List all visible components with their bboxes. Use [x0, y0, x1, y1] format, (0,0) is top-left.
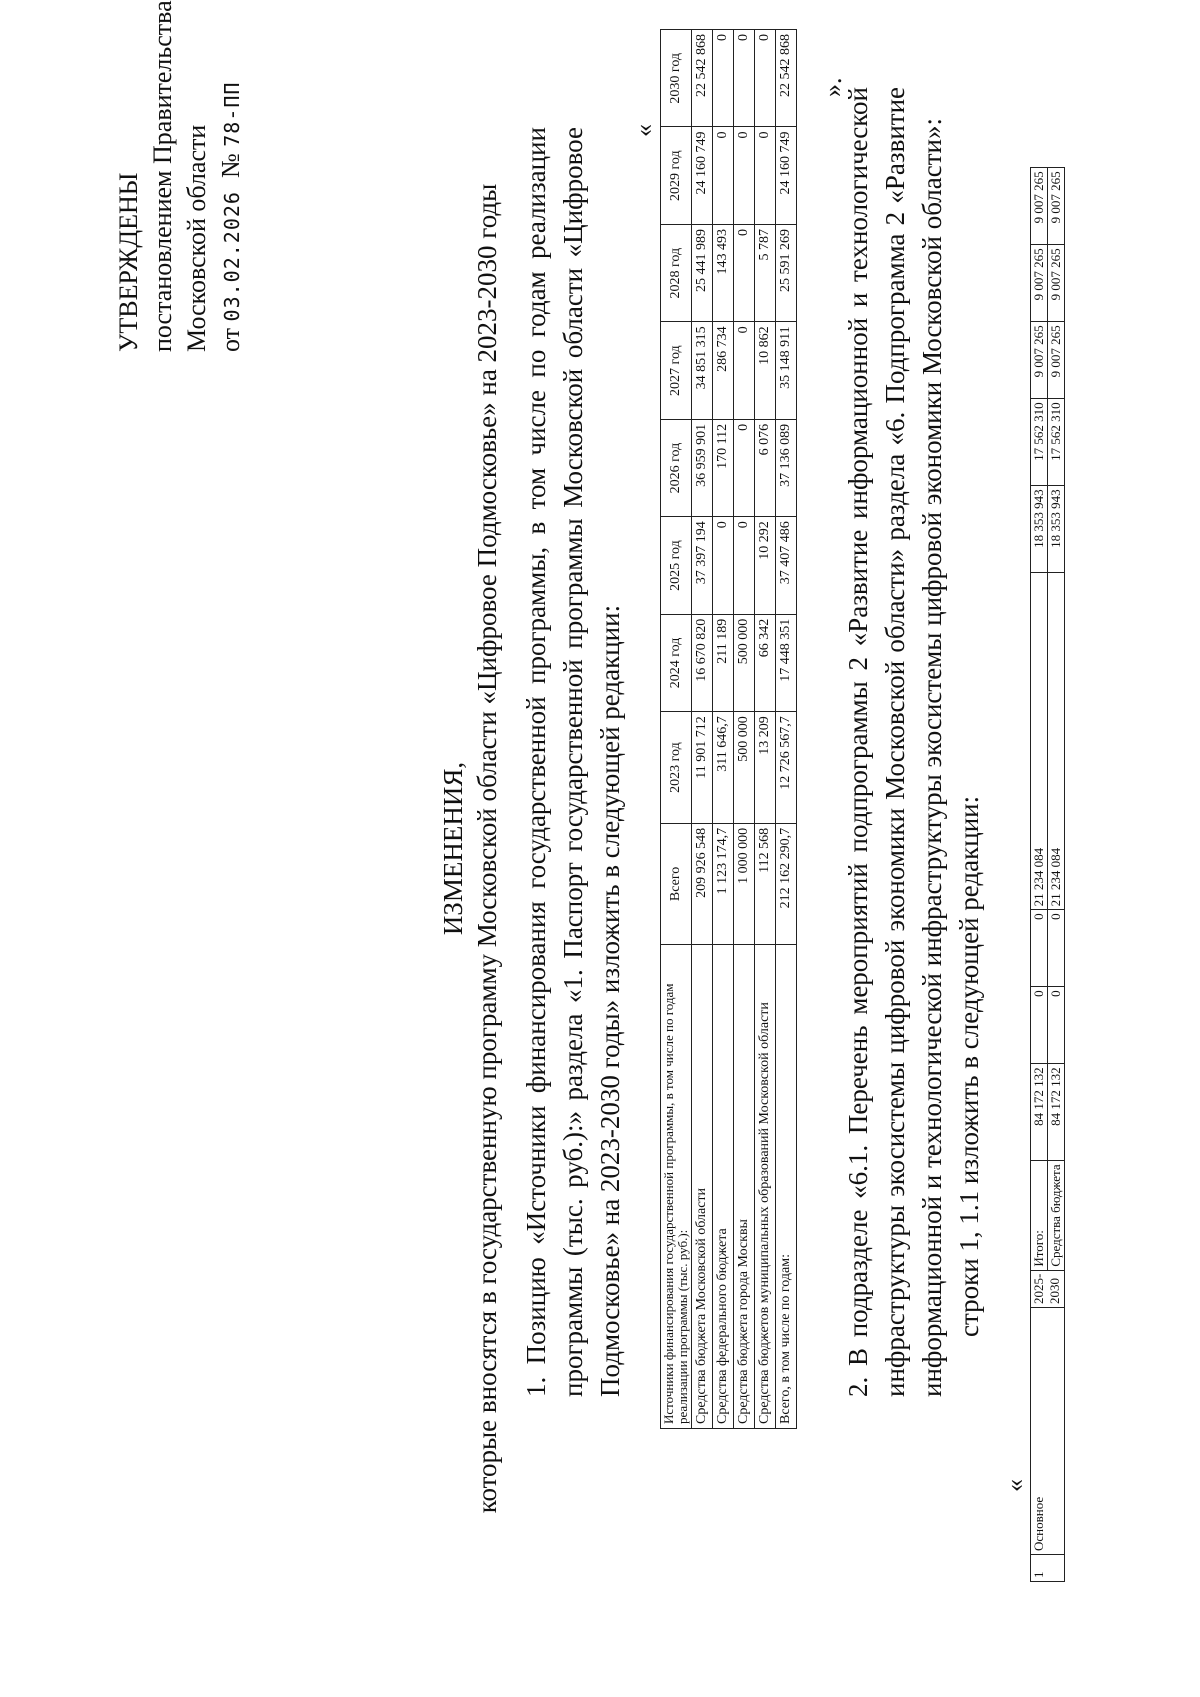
table-cell: 500 000 [734, 614, 755, 711]
quote-open-1: « [629, 124, 658, 137]
source-label: Средства бюджетов муниципальных образований Московской области [755, 945, 776, 1429]
table-cell: 37 136 089 [776, 419, 797, 516]
financing-table [660, 29, 797, 1429]
table-row [1031, 168, 1048, 1582]
table-cell: 10 862 [755, 322, 776, 419]
table-cell: 24 160 749 [692, 127, 713, 224]
table-row [755, 30, 776, 1429]
table-cell: 170 112 [713, 419, 734, 516]
table-cell: 9 007 265 [1048, 168, 1065, 245]
quote-close-1: ». [818, 77, 847, 97]
table-cell: 16 670 820 [692, 614, 713, 711]
source-label: Всего, в том числе по годам: [776, 945, 797, 1429]
table-cell: 24 160 749 [776, 127, 797, 224]
table-cell: 0 [734, 30, 755, 127]
table-cell: 12 726 567,7 [776, 712, 797, 824]
table-cell: 35 148 911 [776, 322, 797, 419]
column-header: 2023 год [661, 712, 692, 824]
table-cell: 0 [755, 30, 776, 127]
column-header: Всего [661, 823, 692, 944]
table-cell: 9 007 265 [1048, 322, 1065, 399]
table-cell: 17 562 310 [1048, 399, 1065, 486]
table-cell: 1 000 000 [734, 823, 755, 944]
paragraph-2 [840, 87, 988, 1397]
table-cell: 18 353 943 [1031, 486, 1048, 573]
table-cell: 25 441 989 [692, 224, 713, 321]
table-cell: 0 [734, 224, 755, 321]
table-cell: 0 [1031, 987, 1048, 1064]
table-cell: 18 353 943 [1048, 486, 1065, 573]
table-cell: 21 234 084 [1031, 573, 1048, 910]
table-cell: 11 901 712 [692, 712, 713, 824]
activity-period: 2025-2030 [1031, 1270, 1065, 1307]
table-cell: 17 448 351 [776, 614, 797, 711]
title-heading: ИЗМЕНЕНИЯ, [438, 761, 468, 936]
column-header: 2025 год [661, 517, 692, 614]
table-cell: 0 [734, 517, 755, 614]
table-cell: 5 787 [755, 224, 776, 321]
table-cell: 143 493 [713, 224, 734, 321]
table-cell: 500 000 [734, 712, 755, 824]
table-cell: 21 234 084 [1048, 573, 1065, 910]
table-cell: 84 172 132 [1048, 1064, 1065, 1161]
table-cell: 0 [1048, 987, 1065, 1064]
table-cell: 6 076 [755, 419, 776, 516]
quote-open-2: « [1000, 1479, 1029, 1492]
table-cell: 10 292 [755, 517, 776, 614]
column-header: 2024 год [661, 614, 692, 711]
approval-date-line [214, 0, 249, 352]
date-prefix: от [216, 327, 245, 352]
table-cell: 9 007 265 [1031, 245, 1048, 322]
table-cell: 34 851 315 [692, 322, 713, 419]
column-header: 2028 год [661, 224, 692, 321]
table-cell: 22 542 868 [776, 30, 797, 127]
table-cell: 0 [734, 127, 755, 224]
approval-number: 78-ПП [220, 81, 244, 147]
number-sign: № [216, 153, 245, 179]
column-header: 2030 год [661, 30, 692, 127]
approval-stamp [112, 0, 249, 352]
table-cell: 0 [734, 322, 755, 419]
source-label: Средства бюджета [1048, 1161, 1065, 1270]
column-header: 2029 год [661, 127, 692, 224]
header-label: Источники финансирования государственной программы, в том числе по годам реализации программы (тыс. руб.): [661, 945, 692, 1429]
table-cell: 211 189 [713, 614, 734, 711]
table-row [734, 30, 755, 1429]
table-cell: 37 397 194 [692, 517, 713, 614]
financing-table-header [661, 30, 692, 1429]
table-row [776, 30, 797, 1429]
table-row [692, 30, 713, 1429]
document-title [436, 0, 504, 1697]
table-cell: 22 542 868 [692, 30, 713, 127]
table-cell: 66 342 [755, 614, 776, 711]
table-cell: 0 [1031, 910, 1048, 987]
table-cell: 0 [755, 127, 776, 224]
table-cell: 311 646,7 [713, 712, 734, 824]
table-cell: 0 [1048, 910, 1065, 987]
source-label: Средства федерального бюджета [713, 945, 734, 1429]
approval-line-1: УТВЕРЖДЕНЫ [114, 172, 143, 352]
table-cell: 25 591 269 [776, 224, 797, 321]
row-number: 1 [1031, 1555, 1065, 1582]
table-cell: 9 007 265 [1048, 245, 1065, 322]
table-cell: 1 123 174,7 [713, 823, 734, 944]
table-cell: 209 926 548 [692, 823, 713, 944]
table-cell: 112 568 [755, 823, 776, 944]
activity-name: Основное [1031, 1308, 1065, 1555]
source-label: Средства бюджета Московской области [692, 945, 713, 1429]
table-cell: 286 734 [713, 322, 734, 419]
paragraph-2-continuation: строки 1, 1.1 изложить в следующей редакции: [954, 795, 984, 1337]
table-cell: 0 [734, 419, 755, 516]
column-header: 2027 год [661, 322, 692, 419]
table-cell: 37 407 486 [776, 517, 797, 614]
table-cell: 0 [713, 127, 734, 224]
approval-line-3: Московской области [182, 124, 211, 352]
table-cell: 0 [713, 30, 734, 127]
table-cell: 36 959 901 [692, 419, 713, 516]
activities-table [1030, 167, 1065, 1582]
table-cell: 9 007 265 [1031, 322, 1048, 399]
paragraph-2-text: 2. В подразделе «6.1. Перечень мероприятий подпрограммы 2 «Развитие информационной и технологической инфраструктуры экосистемы цифровой экономики Московской области» раздела «6. Подпрограмма 2 «Развитие информационной и технологической инфраструктуры экосистемы цифровой экономики Московской области»: [843, 87, 947, 1397]
table-cell: 0 [713, 517, 734, 614]
source-label: Средства бюджета города Москвы [734, 945, 755, 1429]
table-cell: 212 162 290,7 [776, 823, 797, 944]
column-header: 2026 год [661, 419, 692, 516]
approval-date: 03.02.2026 [220, 191, 244, 322]
paragraph-1: 1. Позицию «Источники финансирования государственной программы, в том числе по годам реализации программы (тыс. руб.):» раздела «1. Паспорт государственной программы Московской области «Цифровое Подмосковье» на 2023-2030 годы» изложить в следующей редакции: [521, 127, 625, 1397]
table-cell: 9 007 265 [1031, 168, 1048, 245]
table-row [713, 30, 734, 1429]
table-cell: 84 172 132 [1031, 1064, 1048, 1161]
title-subheading: которые вносятся в государственную программу Московской области «Цифровое Подмосковье» на 2023-2030 годы [472, 183, 502, 1514]
source-label: Итого: [1031, 1161, 1048, 1270]
table-cell: 13 209 [755, 712, 776, 824]
table-cell: 17 562 310 [1031, 399, 1048, 486]
approval-line-2: постановлением Правительства [148, 0, 177, 352]
